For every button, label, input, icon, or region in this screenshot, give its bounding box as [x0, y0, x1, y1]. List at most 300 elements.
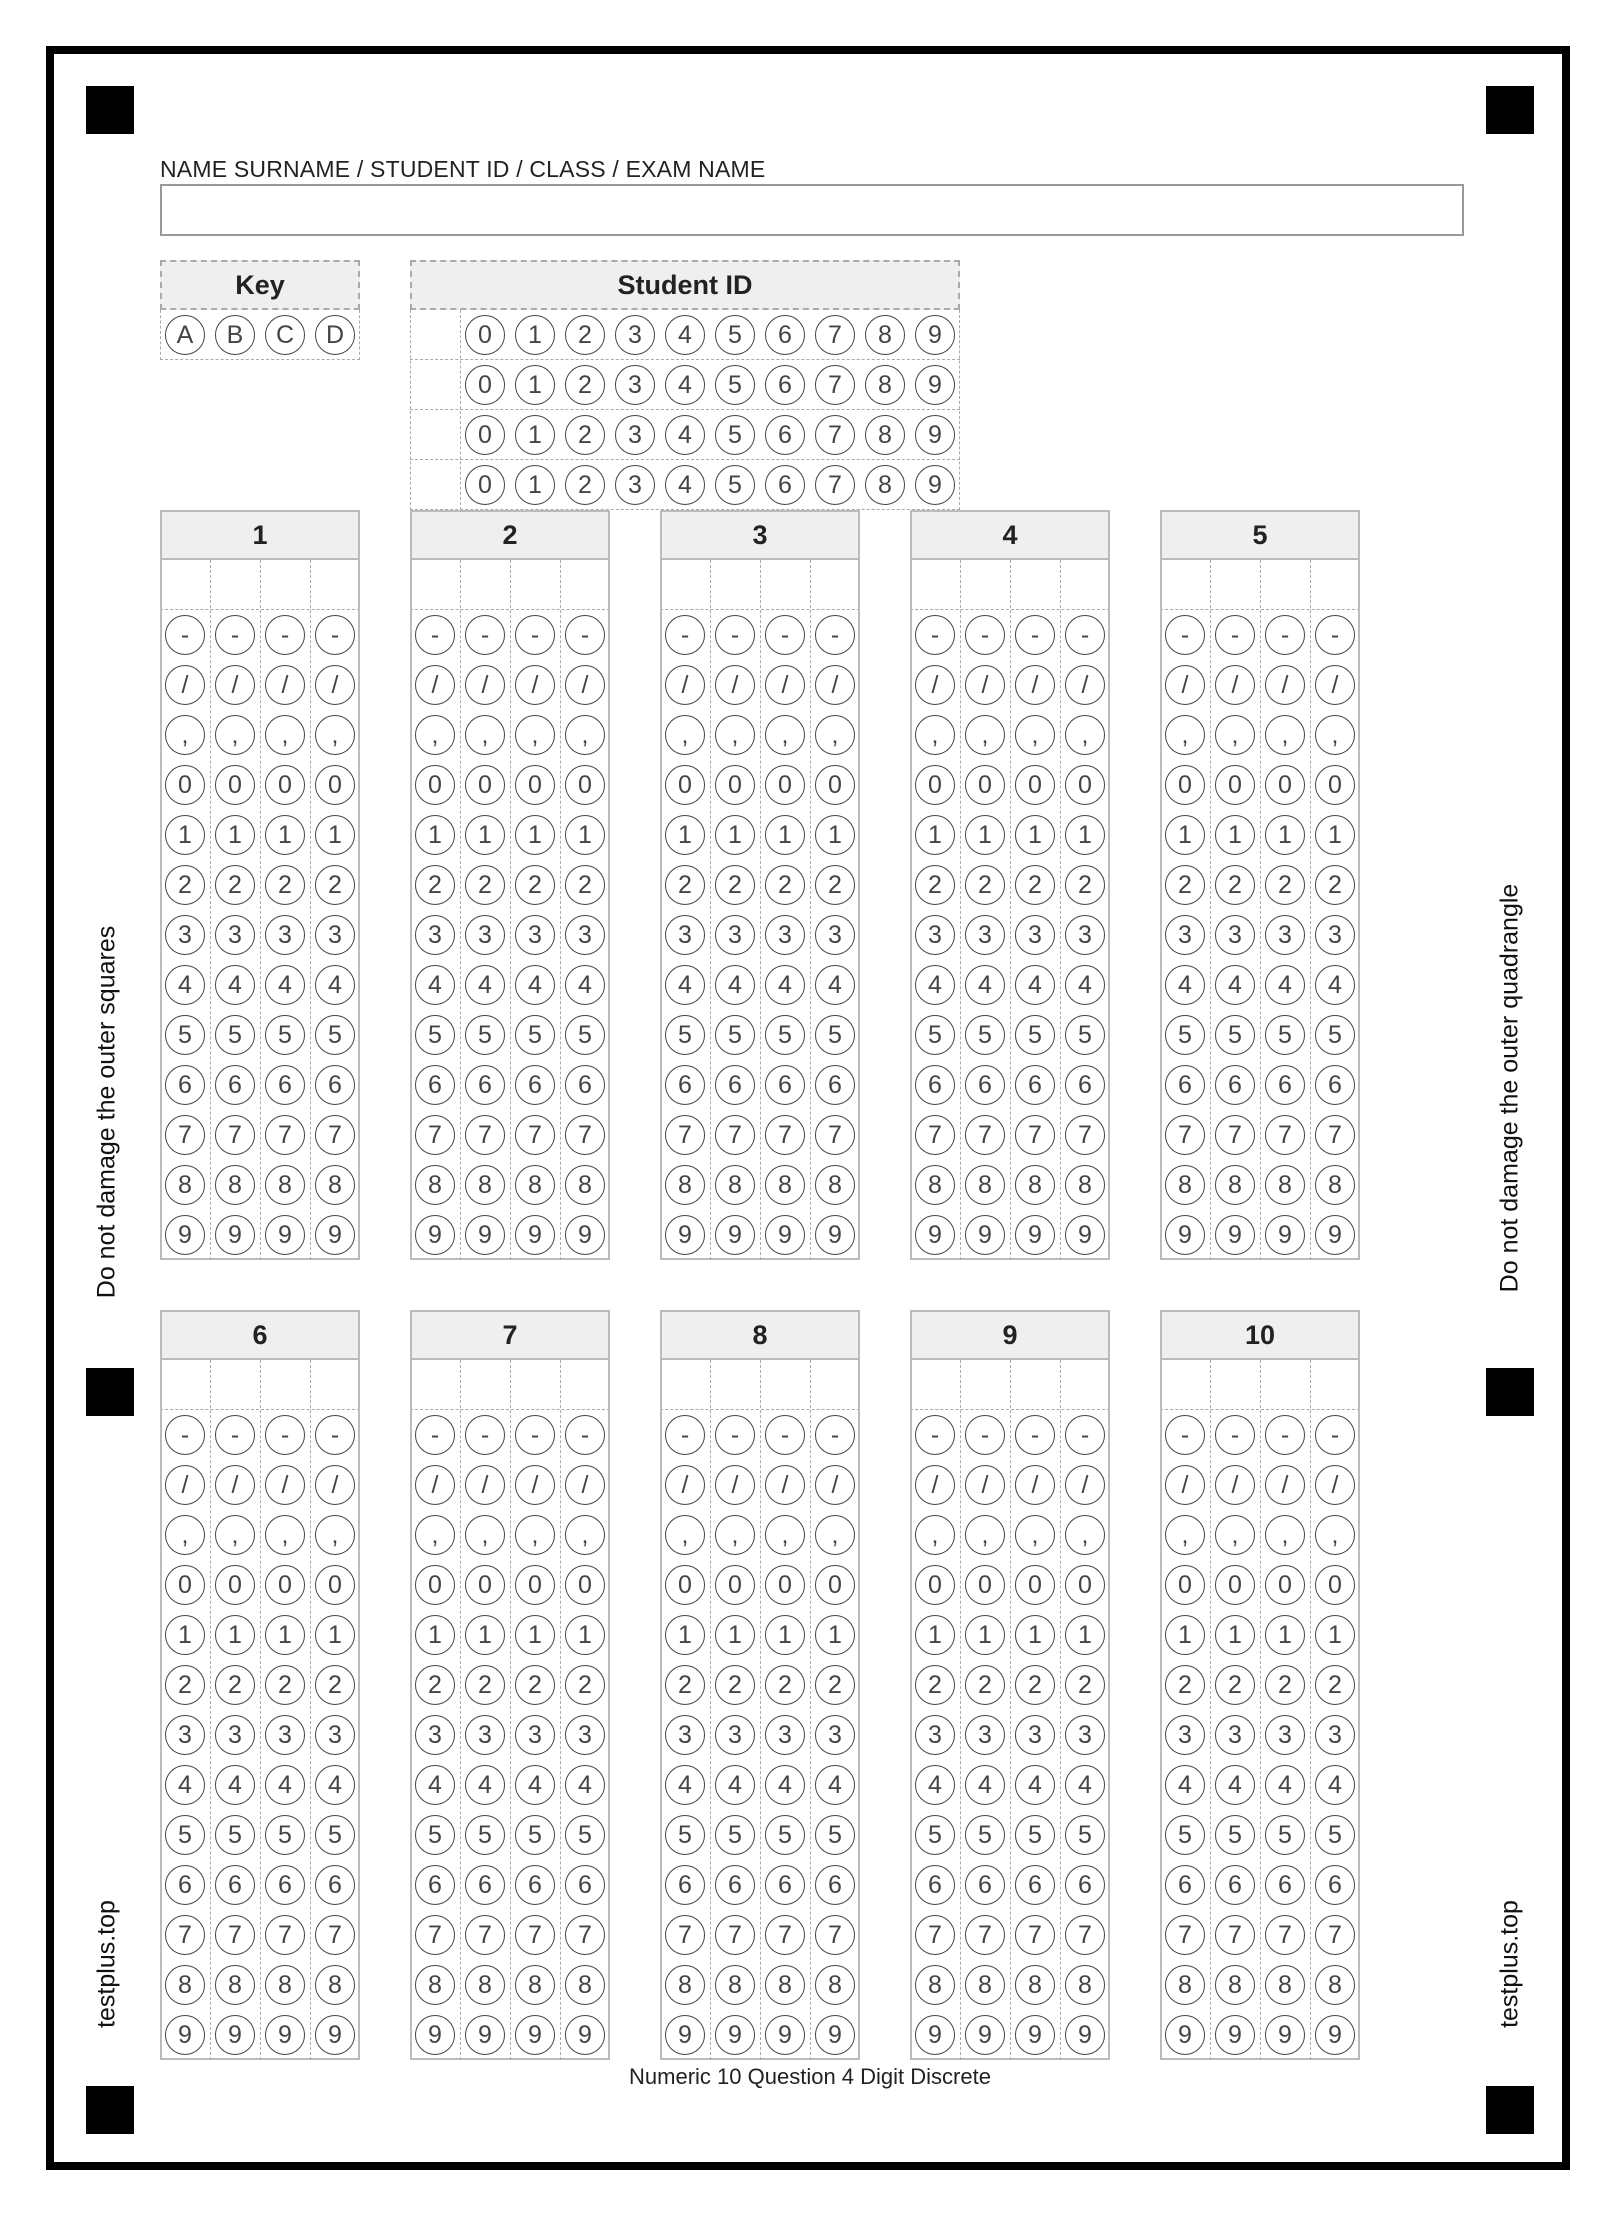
q6-d4-bubble-7[interactable]: 4	[315, 1765, 355, 1805]
student-id-row3-bubble-1[interactable]: 1	[515, 415, 555, 455]
q7-d3-bubble-8[interactable]: 5	[515, 1815, 555, 1855]
student-id-row3-bubble-3[interactable]: 3	[615, 415, 655, 455]
answer-write-box-q8-d1[interactable]	[660, 1360, 710, 1410]
q8-d1-bubble-4[interactable]: 1	[665, 1615, 705, 1655]
q2-d3-bubble-0[interactable]: -	[515, 615, 555, 655]
q2-d3-bubble-4[interactable]: 1	[515, 815, 555, 855]
q6-d1-bubble-3[interactable]: 0	[165, 1565, 205, 1605]
q5-d1-bubble-11[interactable]: 8	[1165, 1165, 1205, 1205]
answer-write-box-q8-d3[interactable]	[760, 1360, 810, 1410]
q5-d2-bubble-1[interactable]: /	[1215, 665, 1255, 705]
q3-d1-bubble-2[interactable]: ,	[665, 715, 705, 755]
q5-d3-bubble-2[interactable]: ,	[1265, 715, 1305, 755]
q5-d1-bubble-7[interactable]: 4	[1165, 965, 1205, 1005]
q3-d3-bubble-0[interactable]: -	[765, 615, 805, 655]
q1-d2-bubble-1[interactable]: /	[215, 665, 255, 705]
q4-d1-bubble-9[interactable]: 6	[915, 1065, 955, 1105]
q1-d2-bubble-5[interactable]: 2	[215, 865, 255, 905]
student-id-row2-bubble-5[interactable]: 5	[715, 365, 755, 405]
q4-d1-bubble-2[interactable]: ,	[915, 715, 955, 755]
q2-d4-bubble-4[interactable]: 1	[565, 815, 605, 855]
q2-d2-bubble-9[interactable]: 6	[465, 1065, 505, 1105]
q2-d2-bubble-12[interactable]: 9	[465, 1215, 505, 1255]
q7-d1-bubble-2[interactable]: ,	[415, 1515, 455, 1555]
q2-d2-bubble-5[interactable]: 2	[465, 865, 505, 905]
q9-d4-bubble-12[interactable]: 9	[1065, 2015, 1105, 2055]
q10-d1-bubble-10[interactable]: 7	[1165, 1915, 1205, 1955]
q9-d4-bubble-6[interactable]: 3	[1065, 1715, 1105, 1755]
q3-d4-bubble-2[interactable]: ,	[815, 715, 855, 755]
q5-d3-bubble-11[interactable]: 8	[1265, 1165, 1305, 1205]
q8-d3-bubble-9[interactable]: 6	[765, 1865, 805, 1905]
q4-d1-bubble-7[interactable]: 4	[915, 965, 955, 1005]
answer-write-box-q9-d4[interactable]	[1060, 1360, 1110, 1410]
q3-d2-bubble-5[interactable]: 2	[715, 865, 755, 905]
q9-d2-bubble-5[interactable]: 2	[965, 1665, 1005, 1705]
q3-d1-bubble-12[interactable]: 9	[665, 1215, 705, 1255]
q7-d4-bubble-11[interactable]: 8	[565, 1965, 605, 2005]
q9-d2-bubble-1[interactable]: /	[965, 1465, 1005, 1505]
q9-d3-bubble-0[interactable]: -	[1015, 1415, 1055, 1455]
q5-d3-bubble-4[interactable]: 1	[1265, 815, 1305, 855]
q6-d4-bubble-8[interactable]: 5	[315, 1815, 355, 1855]
q10-d4-bubble-1[interactable]: /	[1315, 1465, 1355, 1505]
q1-d3-bubble-10[interactable]: 7	[265, 1115, 305, 1155]
q7-d2-bubble-9[interactable]: 6	[465, 1865, 505, 1905]
q8-d2-bubble-7[interactable]: 4	[715, 1765, 755, 1805]
q8-d3-bubble-5[interactable]: 2	[765, 1665, 805, 1705]
q6-d2-bubble-6[interactable]: 3	[215, 1715, 255, 1755]
q4-d3-bubble-6[interactable]: 3	[1015, 915, 1055, 955]
q5-d2-bubble-10[interactable]: 7	[1215, 1115, 1255, 1155]
q9-d1-bubble-0[interactable]: -	[915, 1415, 955, 1455]
q6-d3-bubble-0[interactable]: -	[265, 1415, 305, 1455]
q10-d1-bubble-11[interactable]: 8	[1165, 1965, 1205, 2005]
q3-d1-bubble-4[interactable]: 1	[665, 815, 705, 855]
q8-d4-bubble-6[interactable]: 3	[815, 1715, 855, 1755]
q1-d1-bubble-2[interactable]: ,	[165, 715, 205, 755]
q8-d1-bubble-5[interactable]: 2	[665, 1665, 705, 1705]
q6-d2-bubble-5[interactable]: 2	[215, 1665, 255, 1705]
q3-d3-bubble-12[interactable]: 9	[765, 1215, 805, 1255]
q7-d4-bubble-12[interactable]: 9	[565, 2015, 605, 2055]
q9-d1-bubble-4[interactable]: 1	[915, 1615, 955, 1655]
answer-write-box-q10-d3[interactable]	[1260, 1360, 1310, 1410]
q8-d1-bubble-11[interactable]: 8	[665, 1965, 705, 2005]
q8-d4-bubble-3[interactable]: 0	[815, 1565, 855, 1605]
q3-d4-bubble-8[interactable]: 5	[815, 1015, 855, 1055]
answer-write-box-q7-d2[interactable]	[460, 1360, 510, 1410]
q5-d1-bubble-12[interactable]: 9	[1165, 1215, 1205, 1255]
q4-d1-bubble-12[interactable]: 9	[915, 1215, 955, 1255]
q1-d1-bubble-7[interactable]: 4	[165, 965, 205, 1005]
q10-d4-bubble-5[interactable]: 2	[1315, 1665, 1355, 1705]
q3-d3-bubble-8[interactable]: 5	[765, 1015, 805, 1055]
q8-d2-bubble-8[interactable]: 5	[715, 1815, 755, 1855]
q2-d4-bubble-6[interactable]: 3	[565, 915, 605, 955]
q6-d4-bubble-1[interactable]: /	[315, 1465, 355, 1505]
q8-d3-bubble-1[interactable]: /	[765, 1465, 805, 1505]
student-id-row4-bubble-1[interactable]: 1	[515, 465, 555, 505]
q4-d2-bubble-5[interactable]: 2	[965, 865, 1005, 905]
q7-d3-bubble-0[interactable]: -	[515, 1415, 555, 1455]
q7-d2-bubble-1[interactable]: /	[465, 1465, 505, 1505]
student-id-row1-bubble-0[interactable]: 0	[465, 315, 505, 355]
q6-d3-bubble-1[interactable]: /	[265, 1465, 305, 1505]
student-id-row1-bubble-3[interactable]: 3	[615, 315, 655, 355]
answer-write-box-q4-d3[interactable]	[1010, 560, 1060, 610]
q8-d4-bubble-9[interactable]: 6	[815, 1865, 855, 1905]
q6-d4-bubble-5[interactable]: 2	[315, 1665, 355, 1705]
q8-d1-bubble-7[interactable]: 4	[665, 1765, 705, 1805]
answer-write-box-q3-d3[interactable]	[760, 560, 810, 610]
q4-d3-bubble-12[interactable]: 9	[1015, 1215, 1055, 1255]
q7-d1-bubble-4[interactable]: 1	[415, 1615, 455, 1655]
q9-d4-bubble-3[interactable]: 0	[1065, 1565, 1105, 1605]
q10-d2-bubble-6[interactable]: 3	[1215, 1715, 1255, 1755]
q9-d1-bubble-3[interactable]: 0	[915, 1565, 955, 1605]
q2-d3-bubble-11[interactable]: 8	[515, 1165, 555, 1205]
q5-d1-bubble-6[interactable]: 3	[1165, 915, 1205, 955]
q10-d4-bubble-8[interactable]: 5	[1315, 1815, 1355, 1855]
q1-d4-bubble-11[interactable]: 8	[315, 1165, 355, 1205]
q7-d3-bubble-1[interactable]: /	[515, 1465, 555, 1505]
student-id-row2-bubble-0[interactable]: 0	[465, 365, 505, 405]
q1-d2-bubble-12[interactable]: 9	[215, 1215, 255, 1255]
student-id-row2-bubble-4[interactable]: 4	[665, 365, 705, 405]
q1-d4-bubble-6[interactable]: 3	[315, 915, 355, 955]
student-id-row4-bubble-8[interactable]: 8	[865, 465, 905, 505]
q7-d2-bubble-6[interactable]: 3	[465, 1715, 505, 1755]
q1-d4-bubble-1[interactable]: /	[315, 665, 355, 705]
q10-d1-bubble-12[interactable]: 9	[1165, 2015, 1205, 2055]
q8-d1-bubble-1[interactable]: /	[665, 1465, 705, 1505]
q1-d3-bubble-9[interactable]: 6	[265, 1065, 305, 1105]
q7-d2-bubble-4[interactable]: 1	[465, 1615, 505, 1655]
q7-d4-bubble-8[interactable]: 5	[565, 1815, 605, 1855]
q4-d3-bubble-3[interactable]: 0	[1015, 765, 1055, 805]
q7-d3-bubble-4[interactable]: 1	[515, 1615, 555, 1655]
q6-d1-bubble-4[interactable]: 1	[165, 1615, 205, 1655]
q9-d3-bubble-2[interactable]: ,	[1015, 1515, 1055, 1555]
student-id-row2-bubble-1[interactable]: 1	[515, 365, 555, 405]
q2-d1-bubble-9[interactable]: 6	[415, 1065, 455, 1105]
answer-write-box-q10-d1[interactable]	[1160, 1360, 1210, 1410]
q10-d1-bubble-1[interactable]: /	[1165, 1465, 1205, 1505]
answer-write-box-q2-d2[interactable]	[460, 560, 510, 610]
answer-write-box-q1-d2[interactable]	[210, 560, 260, 610]
q4-d1-bubble-11[interactable]: 8	[915, 1165, 955, 1205]
q8-d1-bubble-6[interactable]: 3	[665, 1715, 705, 1755]
q4-d2-bubble-10[interactable]: 7	[965, 1115, 1005, 1155]
q5-d1-bubble-5[interactable]: 2	[1165, 865, 1205, 905]
q4-d3-bubble-0[interactable]: -	[1015, 615, 1055, 655]
student-id-row2-bubble-3[interactable]: 3	[615, 365, 655, 405]
q4-d3-bubble-5[interactable]: 2	[1015, 865, 1055, 905]
q4-d4-bubble-1[interactable]: /	[1065, 665, 1105, 705]
q8-d3-bubble-11[interactable]: 8	[765, 1965, 805, 2005]
q4-d2-bubble-12[interactable]: 9	[965, 1215, 1005, 1255]
q6-d4-bubble-4[interactable]: 1	[315, 1615, 355, 1655]
student-id-row3-bubble-5[interactable]: 5	[715, 415, 755, 455]
q7-d1-bubble-6[interactable]: 3	[415, 1715, 455, 1755]
q9-d2-bubble-0[interactable]: -	[965, 1415, 1005, 1455]
q4-d4-bubble-9[interactable]: 6	[1065, 1065, 1105, 1105]
q8-d1-bubble-8[interactable]: 5	[665, 1815, 705, 1855]
q4-d1-bubble-1[interactable]: /	[915, 665, 955, 705]
q4-d1-bubble-8[interactable]: 5	[915, 1015, 955, 1055]
q3-d2-bubble-12[interactable]: 9	[715, 1215, 755, 1255]
q3-d3-bubble-4[interactable]: 1	[765, 815, 805, 855]
q9-d1-bubble-5[interactable]: 2	[915, 1665, 955, 1705]
q8-d1-bubble-12[interactable]: 9	[665, 2015, 705, 2055]
q10-d3-bubble-4[interactable]: 1	[1265, 1615, 1305, 1655]
q10-d1-bubble-9[interactable]: 6	[1165, 1865, 1205, 1905]
q5-d1-bubble-9[interactable]: 6	[1165, 1065, 1205, 1105]
q9-d3-bubble-7[interactable]: 4	[1015, 1765, 1055, 1805]
q8-d2-bubble-6[interactable]: 3	[715, 1715, 755, 1755]
q9-d2-bubble-2[interactable]: ,	[965, 1515, 1005, 1555]
q9-d4-bubble-10[interactable]: 7	[1065, 1915, 1105, 1955]
q5-d4-bubble-12[interactable]: 9	[1315, 1215, 1355, 1255]
q9-d4-bubble-5[interactable]: 2	[1065, 1665, 1105, 1705]
q4-d1-bubble-5[interactable]: 2	[915, 865, 955, 905]
student-id-row4-bubble-3[interactable]: 3	[615, 465, 655, 505]
q4-d4-bubble-3[interactable]: 0	[1065, 765, 1105, 805]
student-id-row3-bubble-7[interactable]: 7	[815, 415, 855, 455]
q1-d3-bubble-8[interactable]: 5	[265, 1015, 305, 1055]
q4-d4-bubble-2[interactable]: ,	[1065, 715, 1105, 755]
q1-d4-bubble-9[interactable]: 6	[315, 1065, 355, 1105]
q3-d3-bubble-9[interactable]: 6	[765, 1065, 805, 1105]
q6-d2-bubble-9[interactable]: 6	[215, 1865, 255, 1905]
q1-d1-bubble-9[interactable]: 6	[165, 1065, 205, 1105]
q7-d4-bubble-7[interactable]: 4	[565, 1765, 605, 1805]
q9-d2-bubble-7[interactable]: 4	[965, 1765, 1005, 1805]
q7-d1-bubble-8[interactable]: 5	[415, 1815, 455, 1855]
q6-d4-bubble-3[interactable]: 0	[315, 1565, 355, 1605]
q1-d1-bubble-8[interactable]: 5	[165, 1015, 205, 1055]
q7-d4-bubble-1[interactable]: /	[565, 1465, 605, 1505]
q10-d2-bubble-4[interactable]: 1	[1215, 1615, 1255, 1655]
q9-d4-bubble-2[interactable]: ,	[1065, 1515, 1105, 1555]
q10-d1-bubble-6[interactable]: 3	[1165, 1715, 1205, 1755]
q2-d4-bubble-11[interactable]: 8	[565, 1165, 605, 1205]
q3-d3-bubble-10[interactable]: 7	[765, 1115, 805, 1155]
q4-d2-bubble-3[interactable]: 0	[965, 765, 1005, 805]
q1-d3-bubble-0[interactable]: -	[265, 615, 305, 655]
q2-d4-bubble-8[interactable]: 5	[565, 1015, 605, 1055]
q2-d4-bubble-2[interactable]: ,	[565, 715, 605, 755]
q6-d3-bubble-12[interactable]: 9	[265, 2015, 305, 2055]
q4-d4-bubble-11[interactable]: 8	[1065, 1165, 1105, 1205]
q7-d2-bubble-2[interactable]: ,	[465, 1515, 505, 1555]
answer-write-box-q7-d1[interactable]	[410, 1360, 460, 1410]
answer-write-box-q5-d1[interactable]	[1160, 560, 1210, 610]
answer-write-box-q6-d2[interactable]	[210, 1360, 260, 1410]
q5-d2-bubble-6[interactable]: 3	[1215, 915, 1255, 955]
q2-d3-bubble-1[interactable]: /	[515, 665, 555, 705]
q1-d2-bubble-10[interactable]: 7	[215, 1115, 255, 1155]
q7-d1-bubble-9[interactable]: 6	[415, 1865, 455, 1905]
q5-d1-bubble-1[interactable]: /	[1165, 665, 1205, 705]
student-id-row1-bubble-1[interactable]: 1	[515, 315, 555, 355]
q9-d3-bubble-6[interactable]: 3	[1015, 1715, 1055, 1755]
q1-d3-bubble-11[interactable]: 8	[265, 1165, 305, 1205]
q5-d3-bubble-6[interactable]: 3	[1265, 915, 1305, 955]
q9-d2-bubble-8[interactable]: 5	[965, 1815, 1005, 1855]
q6-d2-bubble-0[interactable]: -	[215, 1415, 255, 1455]
q6-d3-bubble-10[interactable]: 7	[265, 1915, 305, 1955]
q2-d3-bubble-10[interactable]: 7	[515, 1115, 555, 1155]
q2-d3-bubble-9[interactable]: 6	[515, 1065, 555, 1105]
q8-d3-bubble-2[interactable]: ,	[765, 1515, 805, 1555]
answer-write-box-q9-d2[interactable]	[960, 1360, 1010, 1410]
q4-d1-bubble-3[interactable]: 0	[915, 765, 955, 805]
answer-write-box-q7-d3[interactable]	[510, 1360, 560, 1410]
q10-d3-bubble-1[interactable]: /	[1265, 1465, 1305, 1505]
student-id-row1-bubble-4[interactable]: 4	[665, 315, 705, 355]
q10-d3-bubble-7[interactable]: 4	[1265, 1765, 1305, 1805]
q2-d2-bubble-8[interactable]: 5	[465, 1015, 505, 1055]
q2-d1-bubble-5[interactable]: 2	[415, 865, 455, 905]
q7-d3-bubble-3[interactable]: 0	[515, 1565, 555, 1605]
q5-d4-bubble-0[interactable]: -	[1315, 615, 1355, 655]
q7-d4-bubble-9[interactable]: 6	[565, 1865, 605, 1905]
q9-d4-bubble-7[interactable]: 4	[1065, 1765, 1105, 1805]
q3-d4-bubble-12[interactable]: 9	[815, 1215, 855, 1255]
q3-d2-bubble-8[interactable]: 5	[715, 1015, 755, 1055]
q1-d4-bubble-10[interactable]: 7	[315, 1115, 355, 1155]
student-id-row4-bubble-0[interactable]: 0	[465, 465, 505, 505]
q8-d1-bubble-9[interactable]: 6	[665, 1865, 705, 1905]
q2-d4-bubble-10[interactable]: 7	[565, 1115, 605, 1155]
q7-d2-bubble-7[interactable]: 4	[465, 1765, 505, 1805]
student-id-row3-bubble-2[interactable]: 2	[565, 415, 605, 455]
q3-d3-bubble-6[interactable]: 3	[765, 915, 805, 955]
student-id-row2-bubble-8[interactable]: 8	[865, 365, 905, 405]
q5-d3-bubble-7[interactable]: 4	[1265, 965, 1305, 1005]
q10-d4-bubble-10[interactable]: 7	[1315, 1915, 1355, 1955]
q10-d1-bubble-5[interactable]: 2	[1165, 1665, 1205, 1705]
q7-d4-bubble-5[interactable]: 2	[565, 1665, 605, 1705]
q1-d2-bubble-8[interactable]: 5	[215, 1015, 255, 1055]
q8-d2-bubble-0[interactable]: -	[715, 1415, 755, 1455]
q1-d1-bubble-1[interactable]: /	[165, 665, 205, 705]
q2-d2-bubble-2[interactable]: ,	[465, 715, 505, 755]
key-bubble-d[interactable]: D	[315, 315, 355, 355]
q5-d3-bubble-9[interactable]: 6	[1265, 1065, 1305, 1105]
q2-d2-bubble-4[interactable]: 1	[465, 815, 505, 855]
q10-d1-bubble-7[interactable]: 4	[1165, 1765, 1205, 1805]
q7-d1-bubble-5[interactable]: 2	[415, 1665, 455, 1705]
q5-d1-bubble-3[interactable]: 0	[1165, 765, 1205, 805]
q1-d4-bubble-2[interactable]: ,	[315, 715, 355, 755]
q6-d1-bubble-7[interactable]: 4	[165, 1765, 205, 1805]
q8-d3-bubble-6[interactable]: 3	[765, 1715, 805, 1755]
q3-d4-bubble-3[interactable]: 0	[815, 765, 855, 805]
q4-d3-bubble-1[interactable]: /	[1015, 665, 1055, 705]
q7-d1-bubble-0[interactable]: -	[415, 1415, 455, 1455]
q10-d3-bubble-2[interactable]: ,	[1265, 1515, 1305, 1555]
q5-d1-bubble-10[interactable]: 7	[1165, 1115, 1205, 1155]
q8-d3-bubble-3[interactable]: 0	[765, 1565, 805, 1605]
q6-d3-bubble-4[interactable]: 1	[265, 1615, 305, 1655]
q1-d1-bubble-12[interactable]: 9	[165, 1215, 205, 1255]
q6-d1-bubble-0[interactable]: -	[165, 1415, 205, 1455]
answer-write-box-q9-d1[interactable]	[910, 1360, 960, 1410]
q6-d4-bubble-12[interactable]: 9	[315, 2015, 355, 2055]
q1-d3-bubble-1[interactable]: /	[265, 665, 305, 705]
q4-d2-bubble-2[interactable]: ,	[965, 715, 1005, 755]
q10-d4-bubble-4[interactable]: 1	[1315, 1615, 1355, 1655]
q6-d4-bubble-10[interactable]: 7	[315, 1915, 355, 1955]
q5-d4-bubble-9[interactable]: 6	[1315, 1065, 1355, 1105]
answer-write-box-q4-d4[interactable]	[1060, 560, 1110, 610]
q1-d2-bubble-9[interactable]: 6	[215, 1065, 255, 1105]
q8-d4-bubble-7[interactable]: 4	[815, 1765, 855, 1805]
q4-d4-bubble-8[interactable]: 5	[1065, 1015, 1105, 1055]
q3-d2-bubble-1[interactable]: /	[715, 665, 755, 705]
q7-d3-bubble-5[interactable]: 2	[515, 1665, 555, 1705]
q3-d1-bubble-9[interactable]: 6	[665, 1065, 705, 1105]
q4-d1-bubble-6[interactable]: 3	[915, 915, 955, 955]
q8-d1-bubble-10[interactable]: 7	[665, 1915, 705, 1955]
q5-d3-bubble-10[interactable]: 7	[1265, 1115, 1305, 1155]
q3-d1-bubble-0[interactable]: -	[665, 615, 705, 655]
q10-d3-bubble-12[interactable]: 9	[1265, 2015, 1305, 2055]
q8-d3-bubble-7[interactable]: 4	[765, 1765, 805, 1805]
q3-d4-bubble-4[interactable]: 1	[815, 815, 855, 855]
q5-d2-bubble-11[interactable]: 8	[1215, 1165, 1255, 1205]
q1-d3-bubble-4[interactable]: 1	[265, 815, 305, 855]
q10-d3-bubble-3[interactable]: 0	[1265, 1565, 1305, 1605]
q5-d3-bubble-0[interactable]: -	[1265, 615, 1305, 655]
q5-d2-bubble-8[interactable]: 5	[1215, 1015, 1255, 1055]
q2-d3-bubble-8[interactable]: 5	[515, 1015, 555, 1055]
q5-d4-bubble-1[interactable]: /	[1315, 665, 1355, 705]
q4-d4-bubble-10[interactable]: 7	[1065, 1115, 1105, 1155]
q7-d2-bubble-0[interactable]: -	[465, 1415, 505, 1455]
key-bubble-b[interactable]: B	[215, 315, 255, 355]
q8-d3-bubble-8[interactable]: 5	[765, 1815, 805, 1855]
q2-d4-bubble-7[interactable]: 4	[565, 965, 605, 1005]
q9-d3-bubble-9[interactable]: 6	[1015, 1865, 1055, 1905]
q10-d2-bubble-7[interactable]: 4	[1215, 1765, 1255, 1805]
answer-write-box-q6-d4[interactable]	[310, 1360, 360, 1410]
q3-d3-bubble-3[interactable]: 0	[765, 765, 805, 805]
q7-d4-bubble-6[interactable]: 3	[565, 1715, 605, 1755]
q2-d2-bubble-11[interactable]: 8	[465, 1165, 505, 1205]
student-id-row2-bubble-9[interactable]: 9	[915, 365, 955, 405]
q5-d4-bubble-2[interactable]: ,	[1315, 715, 1355, 755]
q7-d4-bubble-4[interactable]: 1	[565, 1615, 605, 1655]
q9-d1-bubble-11[interactable]: 8	[915, 1965, 955, 2005]
answer-write-box-q6-d3[interactable]	[260, 1360, 310, 1410]
q7-d2-bubble-3[interactable]: 0	[465, 1565, 505, 1605]
q9-d4-bubble-8[interactable]: 5	[1065, 1815, 1105, 1855]
q6-d1-bubble-5[interactable]: 2	[165, 1665, 205, 1705]
q5-d2-bubble-2[interactable]: ,	[1215, 715, 1255, 755]
q10-d3-bubble-5[interactable]: 2	[1265, 1665, 1305, 1705]
q6-d3-bubble-3[interactable]: 0	[265, 1565, 305, 1605]
q2-d1-bubble-8[interactable]: 5	[415, 1015, 455, 1055]
q1-d1-bubble-3[interactable]: 0	[165, 765, 205, 805]
q9-d4-bubble-4[interactable]: 1	[1065, 1615, 1105, 1655]
q3-d4-bubble-10[interactable]: 7	[815, 1115, 855, 1155]
q1-d1-bubble-5[interactable]: 2	[165, 865, 205, 905]
answer-write-box-q2-d4[interactable]	[560, 560, 610, 610]
